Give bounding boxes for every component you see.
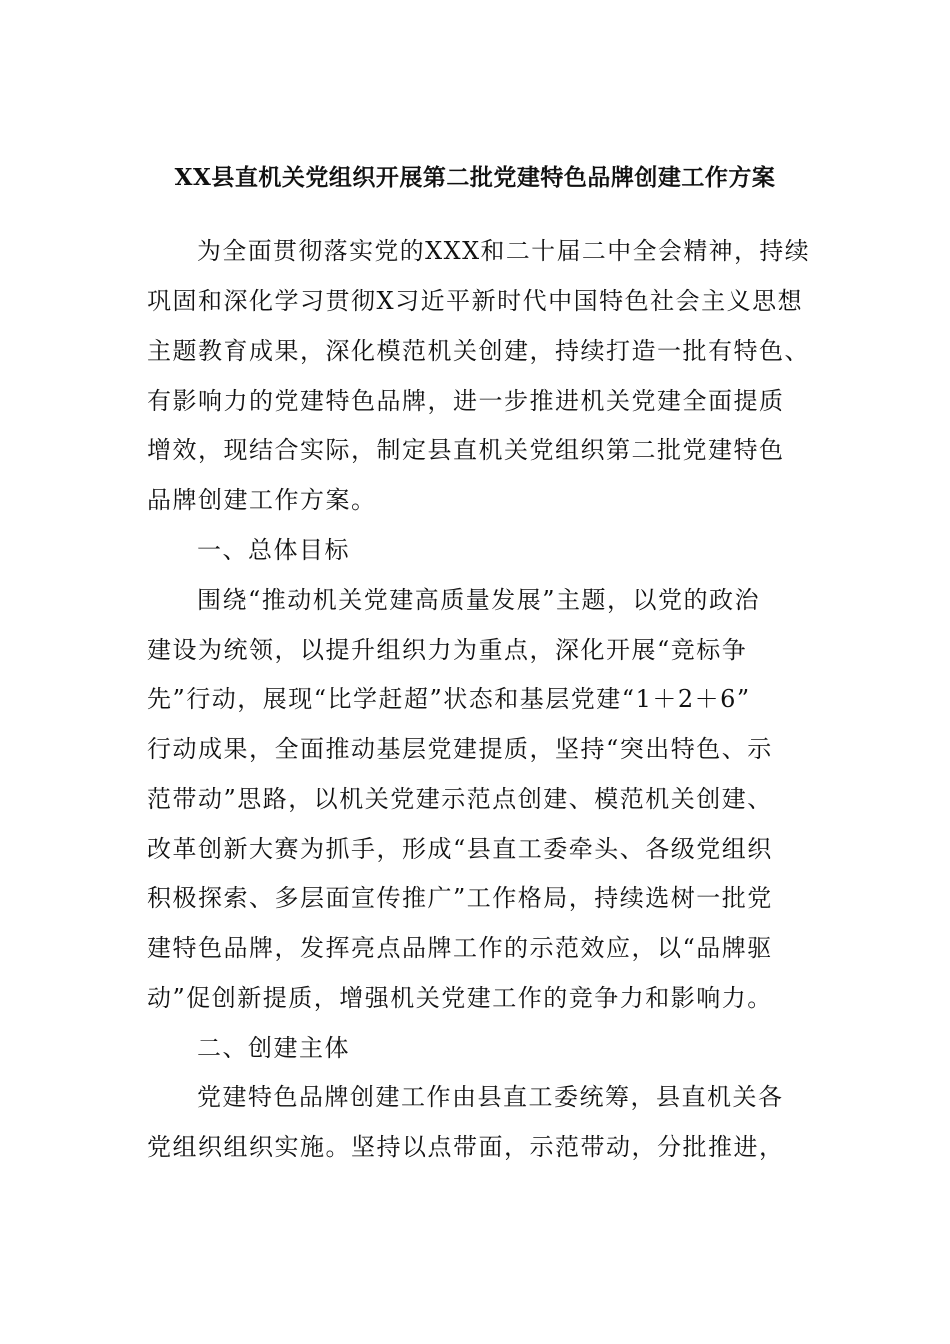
paragraph-1-line-3: 主题教育成果，深化模范机关创建，持续打造一批有特色、 — [147, 337, 810, 365]
paragraph-2-line-1: 围绕“推动机关党建高质量发展”主题，以党的政治 — [197, 586, 761, 614]
paragraph-1-line-2: 巩固和深化学习贯彻X习近平新时代中国特色社会主义思想 — [147, 287, 804, 315]
paragraph-3-line-2: 党组织组织实施。坚持以点带面，示范带动，分批推进， — [147, 1133, 785, 1161]
paragraph-2-line-9: 动”促创新提质，增强机关党建工作的竞争力和影响力。 — [147, 984, 773, 1012]
section-heading-1: 一、总体目标 — [197, 536, 350, 564]
paragraph-2-line-8: 建特色品牌，发挥亮点品牌工作的示范效应，以“品牌驱 — [147, 934, 773, 962]
paragraph-1-line-4: 有影响力的党建特色品牌，进一步推进机关党建全面提质 — [147, 387, 785, 415]
paragraph-1-line-5: 增效，现结合实际，制定县直机关党组织第二批党建特色 — [147, 436, 785, 464]
section-heading-2: 二、创建主体 — [197, 1034, 350, 1062]
paragraph-1-line-1: 为全面贯彻落实党的XXX和二十届二中全会精神，持续 — [197, 237, 811, 265]
paragraph-2-line-6: 改革创新大赛为抓手，形成“县直工委牵头、各级党组织 — [147, 835, 773, 863]
paragraph-2-line-2: 建设为统领，以提升组织力为重点，深化开展“竞标争 — [147, 636, 748, 664]
paragraph-2-line-3: 先”行动，展现“比学赶超”状态和基层党建“1＋2＋6” — [147, 685, 751, 713]
document-title: XX县直机关党组织开展第二批党建特色品牌创建工作方案 — [174, 164, 776, 191]
paragraph-2-line-7: 积极探索、多层面宣传推广”工作格局，持续选树一批党 — [147, 884, 773, 912]
paragraph-1-line-6: 品牌创建工作方案。 — [147, 486, 377, 514]
paragraph-3-line-1: 党建特色品牌创建工作由县直工委统筹，县直机关各 — [197, 1083, 784, 1111]
paragraph-2-line-5: 范带动”思路，以机关党建示范点创建、模范机关创建、 — [147, 785, 773, 813]
paragraph-2-line-4: 行动成果，全面推动基层党建提质，坚持“突出特色、示 — [147, 735, 773, 763]
